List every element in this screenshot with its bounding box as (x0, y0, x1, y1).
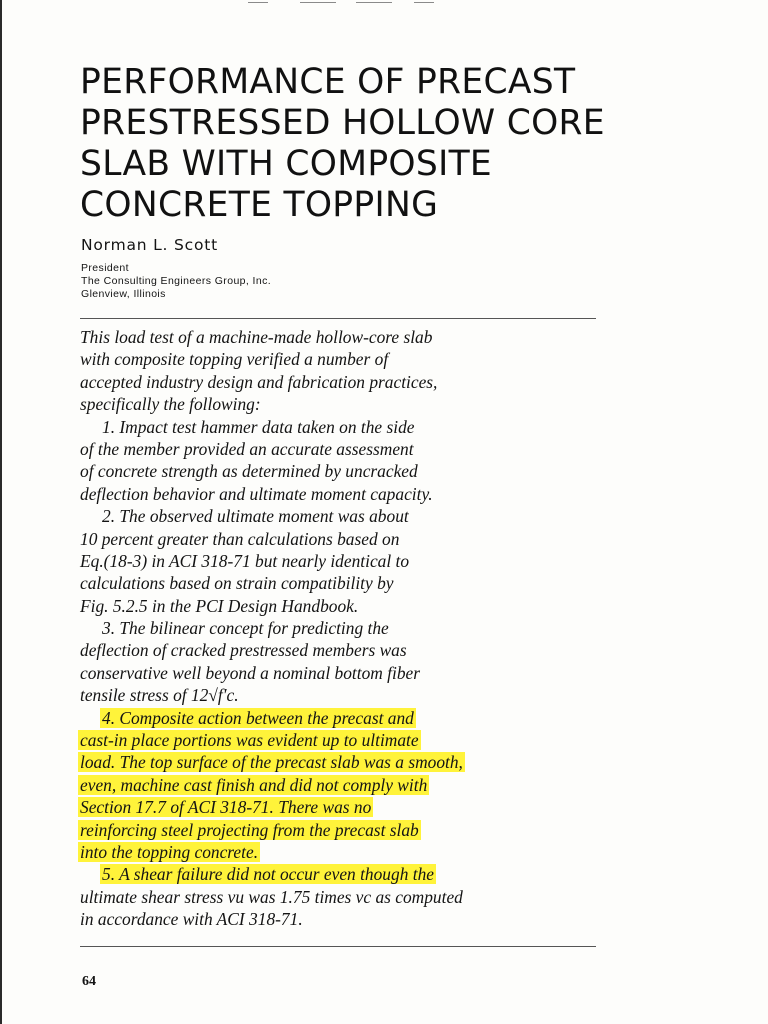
abstract-line (80, 684, 600, 706)
abstract-text: with composite topping verified a number of (80, 349, 389, 370)
highlighted-text: into the topping concrete. (80, 841, 259, 862)
abstract-text: specifically the following: (80, 394, 261, 415)
abstract-line (80, 908, 600, 930)
abstract-line (80, 662, 600, 684)
abstract-line (80, 371, 600, 393)
abstract-line (80, 819, 600, 841)
highlighted-text: Section 17.7 of ACI 318-71. There was no (80, 797, 372, 818)
abstract-text: deflection behavior and ultimate moment capacity. (80, 483, 433, 504)
abstract (80, 326, 600, 931)
article-title (80, 62, 680, 226)
highlighted-text: even, machine cast finish and did not comply with (80, 774, 428, 795)
highlighted-text: reinforcing steel projecting from the precast slab (80, 819, 419, 840)
abstract-text: Eq.(18-3) in ACI 318-71 but nearly identical to (80, 550, 410, 571)
abstract-text: This load test of a machine-made hollow-core slab (80, 327, 433, 347)
abstract-text: 1. Impact test hammer data taken on the side (102, 416, 415, 437)
abstract-text: in accordance with ACI 318-71. (80, 909, 303, 930)
abstract-text: of the member provided an accurate assessment (80, 438, 414, 459)
abstract-line (80, 460, 600, 482)
abstract-line (80, 774, 600, 796)
highlighted-text: cast-in place portions was evident up to ultimate (80, 730, 419, 751)
title-line: SLAB WITH COMPOSITE (80, 144, 493, 184)
abstract-line (80, 729, 600, 751)
affiliation-line: The Consulting Engineers Group, Inc. (81, 275, 272, 287)
title-line: CONCRETE TOPPING (80, 185, 439, 225)
page-number: 64 (82, 974, 96, 989)
title-line: PRESTRESSED HOLLOW CORE (80, 103, 605, 143)
abstract-text: conservative well beyond a nominal bottom fiber (80, 662, 421, 683)
abstract-line (80, 751, 600, 773)
abstract-text: accepted industry design and fabrication practices, (80, 371, 438, 392)
abstract-line (80, 483, 600, 505)
abstract-text: calculations based on strain compatibility by (80, 573, 394, 594)
abstract-text: 10 percent greater than calculations based on (80, 528, 400, 549)
abstract-text: Fig. 5.2.5 in the PCI Design Handbook. (80, 595, 359, 616)
abstract-text: tensile stress of 12√f′c. (80, 685, 239, 706)
bottom-divider (80, 946, 596, 947)
highlighted-text: load. The top surface of the precast slab was a smooth, (80, 752, 463, 773)
scan-top-mark (248, 2, 268, 3)
abstract-text: ultimate shear stress vu was 1.75 times vc as computed (80, 886, 463, 907)
abstract-line (80, 595, 600, 617)
abstract-line (80, 505, 600, 527)
abstract-line (80, 796, 600, 818)
abstract-line (80, 707, 600, 729)
abstract-text: 2. The observed ultimate moment was about (102, 506, 409, 527)
scan-top-mark (300, 2, 336, 3)
abstract-line (80, 841, 600, 863)
abstract-line (80, 550, 600, 572)
abstract-line (80, 863, 600, 885)
abstract-text: of concrete strength as determined by uncracked (80, 461, 418, 482)
abstract-line (80, 393, 600, 415)
abstract-text: 3. The bilinear concept for predicting the (102, 618, 389, 639)
abstract-text: deflection of cracked prestressed members was (80, 640, 407, 661)
scan-top-mark (356, 2, 392, 3)
affiliation-line: Glenview, Illinois (81, 288, 166, 300)
scan-top-mark (414, 2, 434, 3)
abstract-line (80, 886, 600, 908)
top-divider (80, 318, 596, 319)
author-affiliation (81, 262, 271, 301)
abstract-line (80, 326, 600, 348)
author-name: Norman L. Scott (81, 236, 219, 254)
highlighted-text: 5. A shear failure did not occur even though the (102, 864, 434, 885)
title-line: PERFORMANCE OF PRECAST (80, 62, 576, 102)
scan-left-edge (0, 0, 2, 1024)
abstract-line (80, 617, 600, 639)
abstract-line (80, 416, 600, 438)
highlighted-text: 4. Composite action between the precast and (102, 707, 414, 728)
abstract-line (80, 528, 600, 550)
abstract-line (80, 348, 600, 370)
abstract-line (80, 438, 600, 460)
abstract-line (80, 572, 600, 594)
affiliation-line: President (81, 262, 129, 274)
abstract-line (80, 639, 600, 661)
